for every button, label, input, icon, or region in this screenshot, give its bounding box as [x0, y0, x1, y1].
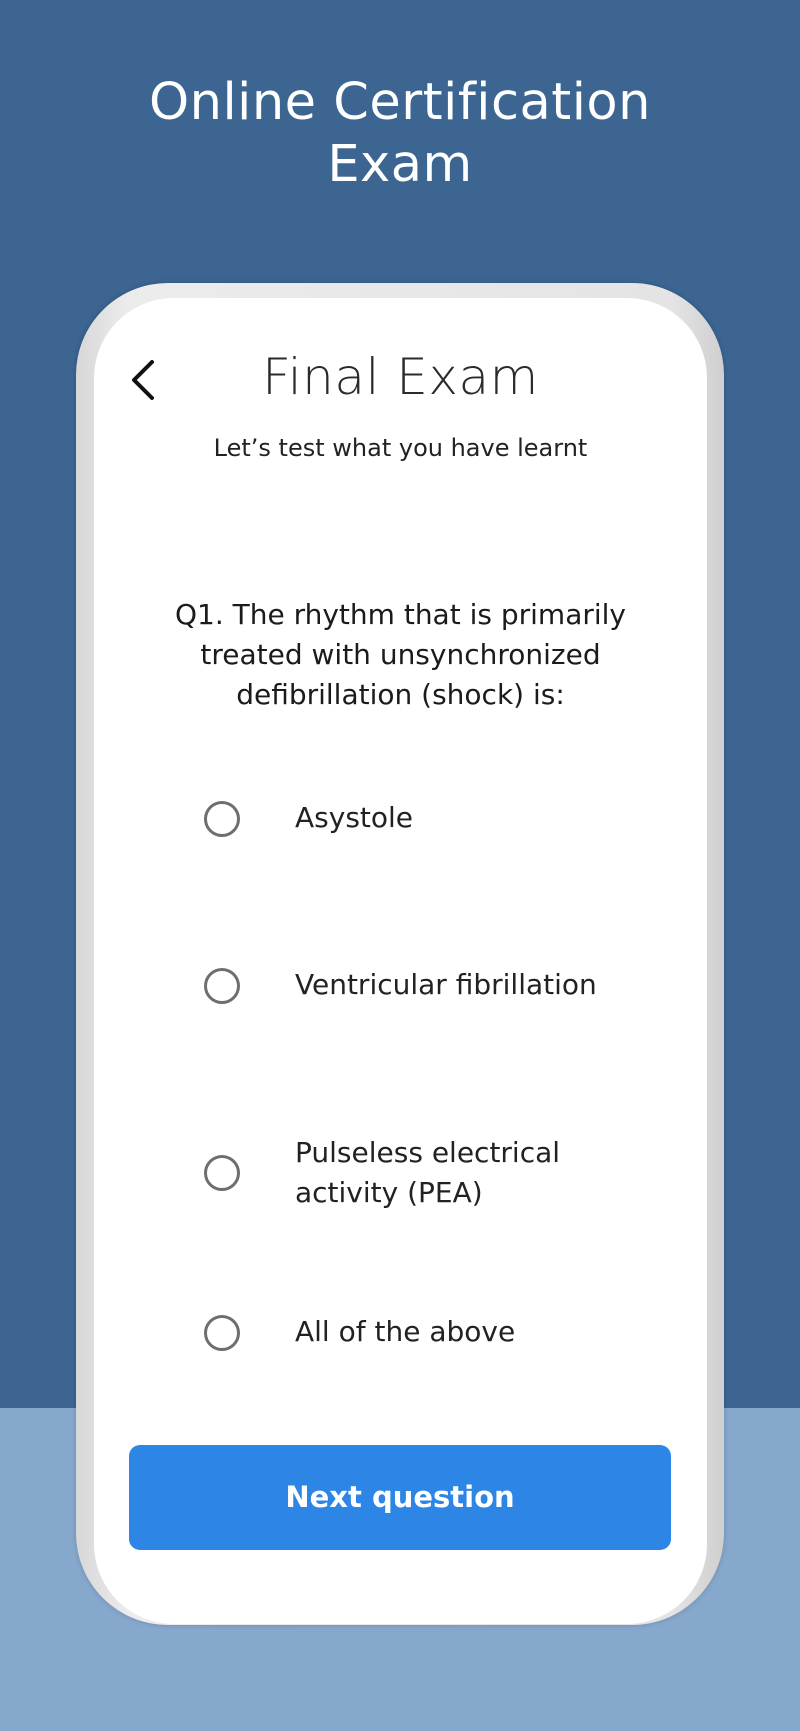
radio-button[interactable]: [204, 1155, 240, 1191]
option-label: [295, 965, 635, 1005]
option-label: [295, 1312, 635, 1352]
radio-button[interactable]: [204, 1315, 240, 1351]
page-title: Final Exam: [262, 348, 539, 406]
question-line-3: defibrillation (shock) is:: [236, 678, 565, 711]
option-label-line-2: activity (PEA): [295, 1176, 483, 1209]
page-subtitle: Let’s test what you have learnt: [213, 434, 588, 462]
question-line-1: Q1. The rhythm that is primarily: [174, 598, 627, 631]
question-text: [164, 595, 637, 715]
banner-title: [0, 72, 800, 196]
radio-button[interactable]: [204, 968, 240, 1004]
option-label: [295, 1133, 635, 1213]
phone-screen: [94, 298, 707, 1624]
option-label-line-1: Asystole: [295, 801, 414, 834]
question-line-2: treated with unsynchronized: [200, 638, 601, 671]
option-label-line-1: Pulseless electrical: [295, 1136, 561, 1169]
radio-button[interactable]: [204, 801, 240, 837]
next-question-button[interactable]: Next question: [129, 1445, 671, 1550]
banner-title-line-1: Online Certification: [149, 73, 651, 132]
option-label-line-1: All of the above: [295, 1315, 516, 1348]
option-label: [295, 798, 635, 838]
banner-title-line-2: Exam: [327, 135, 473, 194]
option-label-line-1: Ventricular fibrillation: [295, 968, 597, 1001]
